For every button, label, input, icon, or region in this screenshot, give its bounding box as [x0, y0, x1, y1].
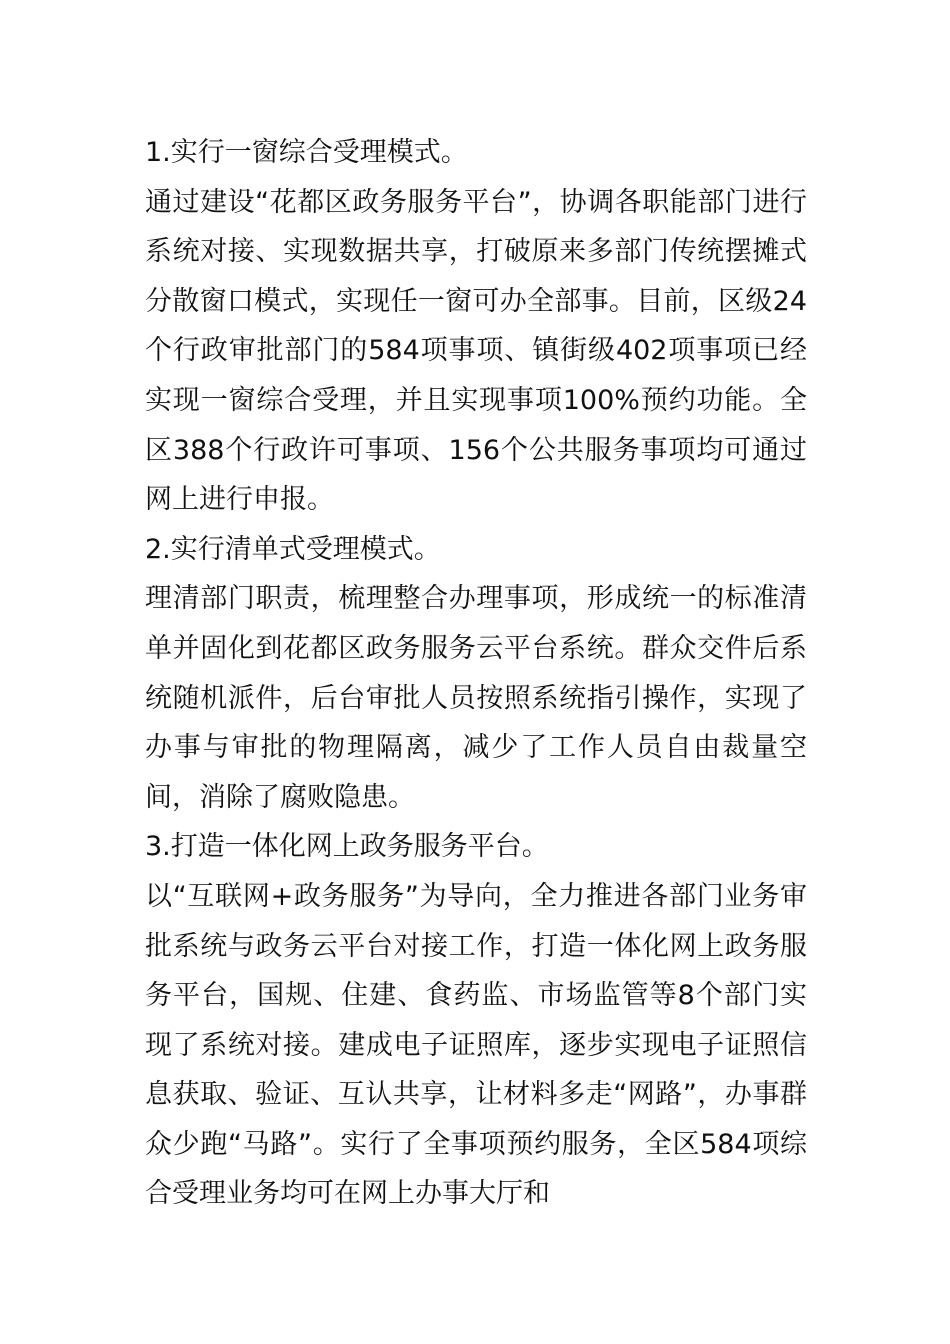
section-3-heading: 3.打造一体化网上政务服务平台。: [145, 831, 549, 863]
section-3-body: 以“互联网+政务服务”为导向，全力推进各部门业务审批系统与政务云平台对接工作，打造一体化网上政务服务平台，国规、住建、食药监、市场监管等8个部门实现了系统对接。建成电子证照库，逐步实现电子证照信息获取、验证、互认共享，让材料多走“网路”，办事群众少跑“马路”。实行了全事项预约服务，全区584项综合受理业务均可在网上办事大厅和: [145, 880, 807, 1210]
document-content: [145, 128, 807, 1219]
section-2-body: 理清部门职责，梳理整合办理事项，形成统一的标准清单并固化到花都区政务服务云平台系统。群众交件后系统随机派件，后台审批人员按照系统指引操作，实现了办事与审批的物理隔离，减少了工作人员自由裁量空间，消除了腐败隐患。: [145, 583, 807, 813]
section-1-heading: 1.实行一窗综合受理模式。: [145, 137, 468, 168]
section-2-heading: 2.实行清单式受理模式。: [145, 533, 441, 565]
section-1-body: 通过建设“花都区政务服务平台”，协调各职能部门进行系统对接、实现数据共享，打破原来多部门传统摆摊式分散窗口模式，实现任一窗可办全部事。目前，区级24个行政审批部门的584项事项、镇街级402项事项已经实现一窗综合受理，并且实现事项100%预约功能。全区388个行政许可事项、156个公共服务事项均可通过网上进行申报。: [145, 186, 807, 516]
